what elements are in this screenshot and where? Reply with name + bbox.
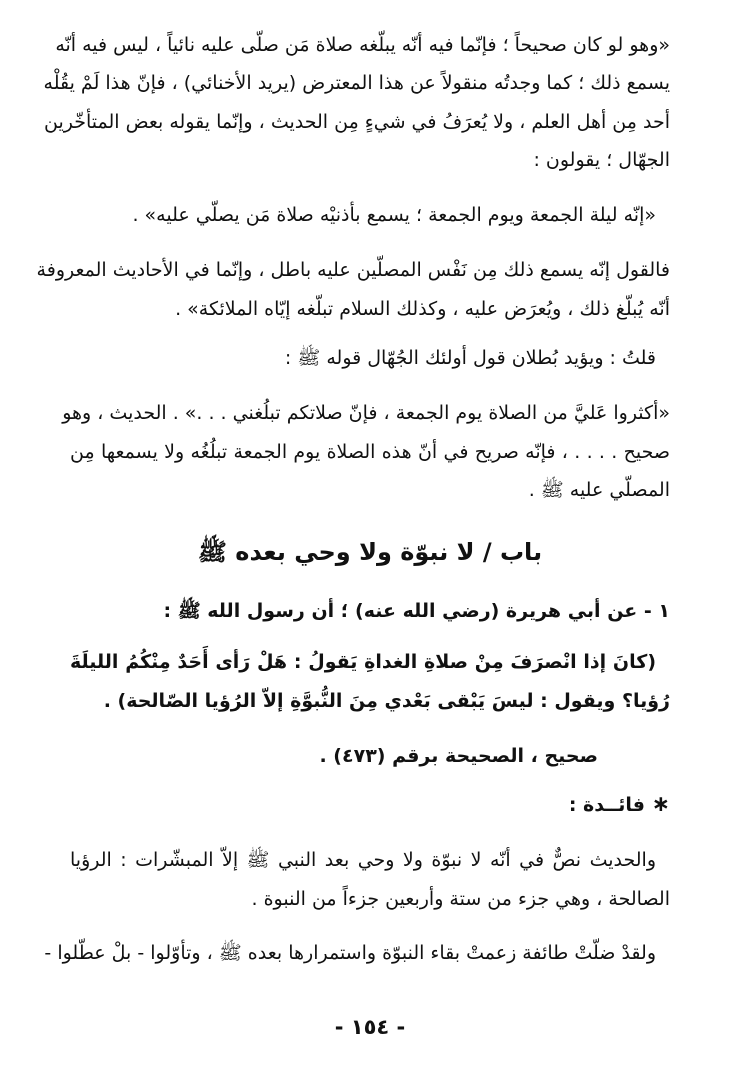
hadith-text-line-1: (كانَ إذا انْصرَفَ مِنْ صلاةِ الغداةِ يَقولُ : هَلْ رَأى أَحَدٌ مِنْكُمُ الليلَةَ — [70, 651, 656, 673]
text-line-4: الجهّال ؛ يقولون : — [533, 149, 670, 171]
text-line-17: والحديث نصٌّ في أنّه لا نبوّة ولا وحي بعد النبي ﷺ إلاّ المبشّرات : الرؤيا — [70, 849, 656, 871]
text-line-18: الصالحة ، وهي جزء من ستة وأربعين جزءاً من النبوة . — [251, 888, 670, 910]
quote-line-5: «إنّه ليلة الجمعة ويوم الجمعة ؛ يسمع بأذنيْه صلاة مَن يصلّي عليه» . — [132, 204, 656, 226]
text-line-6: فالقول إنّه يسمع ذلك مِن نَفْس المصلّين عليه باطل ، وإنّما في الأحاديث المعروفة — [36, 259, 670, 281]
hadith-intro: ١ - عن أبي هريرة (رضي الله عنه) ؛ أن رسول الله ﷺ : — [163, 600, 670, 622]
text-line-11: المصلّي عليه ﷺ . — [528, 479, 670, 501]
text-line-9: «أكثروا عَليَّ من الصلاة يوم الجمعة ، فإنّ صلاتكم تبلُغني . . .» . الحديث ، وهو — [62, 402, 670, 424]
text-line-2: يسمع ذلك ؛ كما وجدتُه منقولاً عن هذا المعترض (يريد الأخنائي) ، فإنّ هذا لَمْ يقُلْه — [43, 72, 670, 94]
text-line-19: ولقدْ ضلّتْ طائفة زعمتْ بقاء النبوّة واستمرارها بعده ﷺ ، وتأوّلوا - بلْ عطّلوا - — [44, 942, 656, 964]
page-number: - ١٥٤ - — [334, 1015, 406, 1039]
text-line-3: أحد مِن أهل العلم ، ولا يُعرَفُ في شيءٍ مِن الحديث ، وإنّما يقوله بعض المتأخّرين — [44, 111, 670, 133]
text-line-10: صحيح . . . . ، فإنّه صريح في أنّ هذه الصلاة يوم الجمعة تبلُغُه ولا يسمعها مِن — [70, 441, 670, 463]
hadith-grading: صحيح ، الصحيحة برقم (٤٧٣) . — [319, 745, 598, 767]
benefit-heading — [70, 790, 670, 820]
asterisk-icon: ∗ — [651, 792, 670, 817]
text-line-7: أنّه يُبلّغ ذلك ، ويُعرَض عليه ، وكذلك السلام تبلّغه إيّاه الملائكة» . — [175, 298, 670, 320]
hadith-text-line-2: رُؤيا؟ ويقول : ليسَ يَبْقى بَعْدي مِنَ النُّبوَّةِ إلاّ الرُؤيا الصّالحة) . — [103, 690, 670, 712]
chapter-heading: باب / لا نبوّة ولا وحي بعده ﷺ — [197, 538, 543, 566]
text-line-8: قلتُ : ويؤيد بُطلان قول أولئك الجُهّال قوله ﷺ : — [284, 347, 656, 369]
benefit-label: فائــدة : — [568, 794, 645, 816]
text-line-1: «وهو لو كان صحيحاً ؛ فإنّما فيه أنّه يبلّغه صلاة مَن صلّى عليه نائياً ، ليس فيه أنّه — [55, 34, 670, 56]
